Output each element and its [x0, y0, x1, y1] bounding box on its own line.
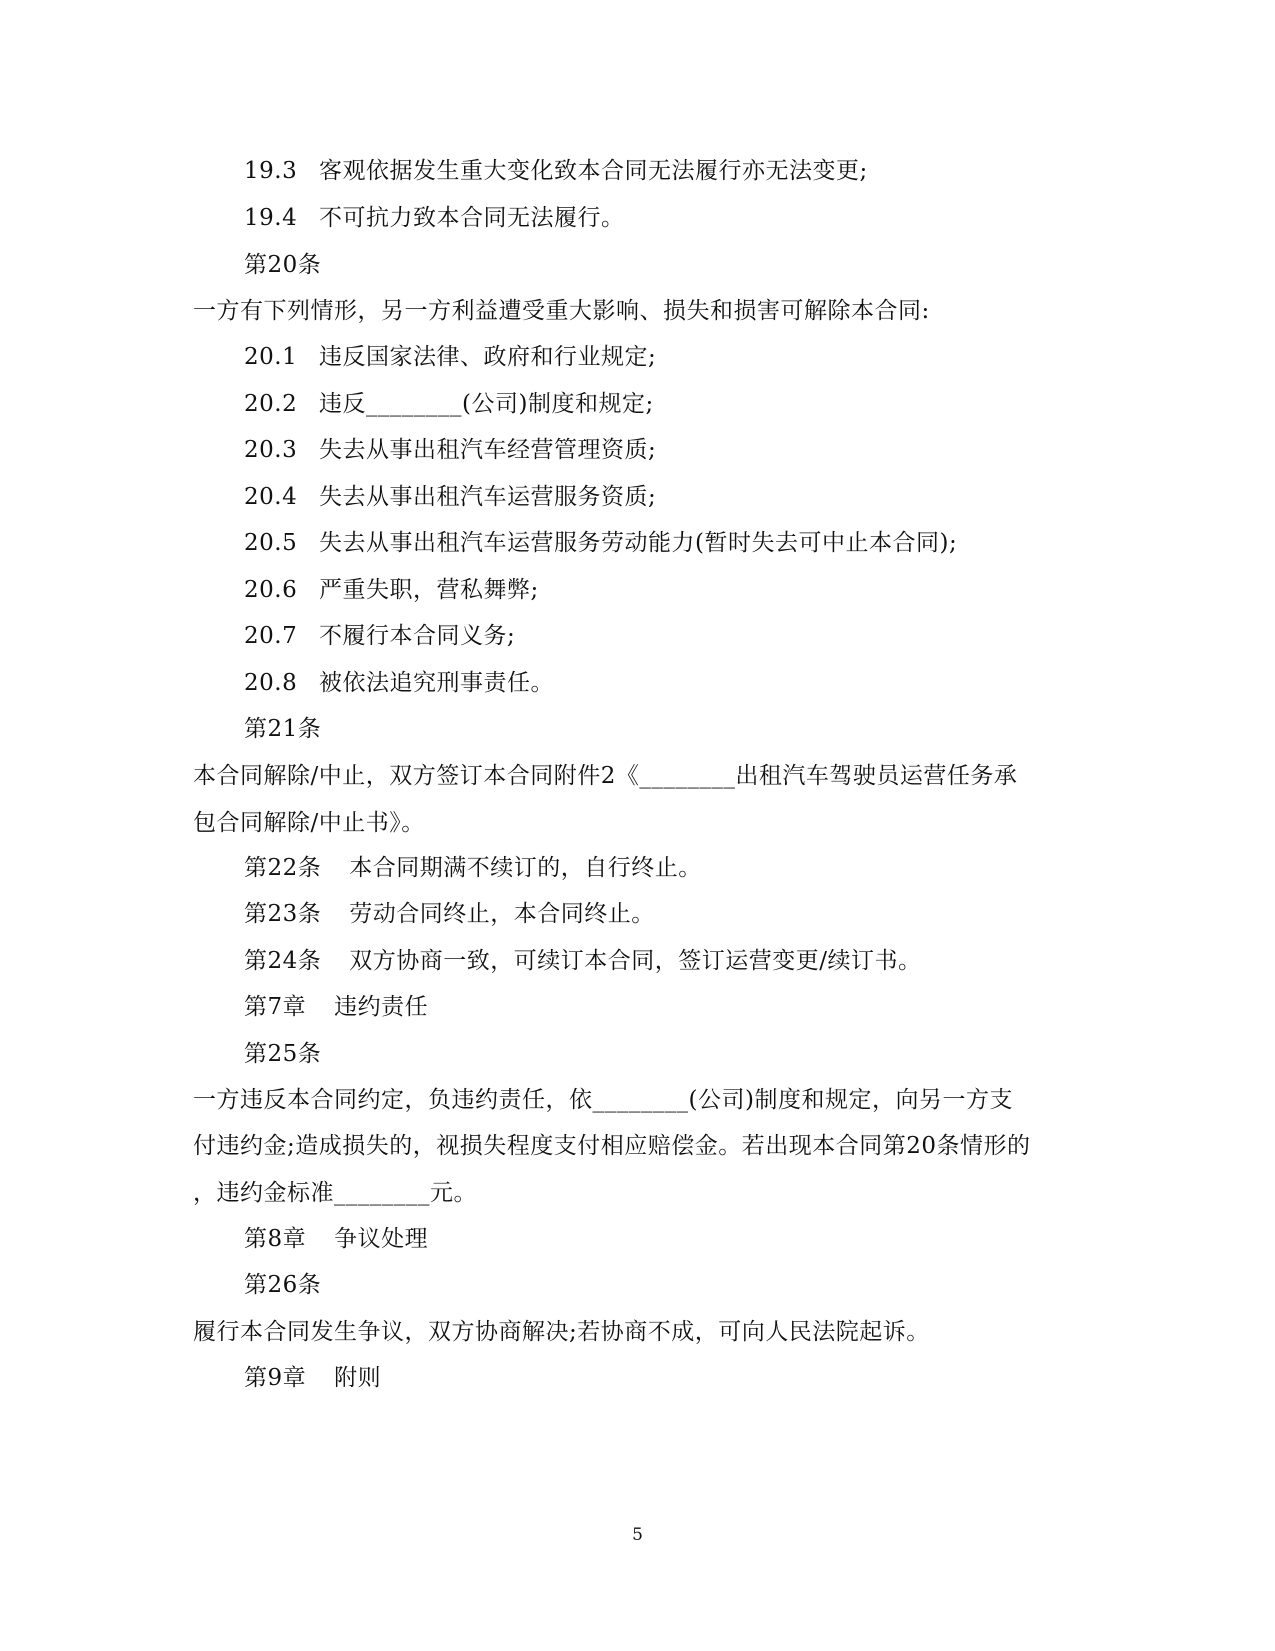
article-21-body-line-1: 本合同解除/中止，双方签订本合同附件2《________出租汽车驾驶员运营任务承 — [193, 763, 1018, 789]
clause-text: 不可抗力致本合同无法履行。 — [319, 205, 625, 231]
clause-text: 违反________(公司)制度和规定; — [319, 391, 654, 417]
chapter-label: 第9章 — [244, 1365, 307, 1391]
clause-text: 失去从事出租汽车运营服务劳动能力(暂时失去可中止本合同); — [319, 530, 958, 556]
page-number: 5 — [632, 1525, 643, 1545]
clause-20-4 — [244, 482, 656, 512]
clause-19-3 — [244, 156, 868, 186]
clause-text: 严重失职，营私舞弊; — [319, 577, 539, 603]
article-21-heading: 第21条 — [244, 716, 322, 742]
clause-text: 客观依据发生重大变化致本合同无法履行亦无法变更; — [319, 158, 868, 184]
clause-number: 20.2 — [244, 391, 298, 417]
chapter-8-heading — [244, 1224, 428, 1254]
article-23 — [244, 899, 655, 929]
chapter-label: 第8章 — [244, 1226, 307, 1252]
clause-number: 20.1 — [244, 344, 298, 370]
clause-20-5 — [244, 528, 957, 558]
clause-text: 不履行本合同义务; — [319, 623, 516, 649]
article-24 — [244, 946, 922, 976]
clause-number: 19.3 — [244, 158, 298, 184]
clause-19-4 — [244, 203, 625, 233]
chapter-title: 违约责任 — [334, 994, 429, 1020]
chapter-9-heading — [244, 1363, 381, 1393]
article-text: 双方协商一致，可续订本合同，签订运营变更/续订书。 — [349, 948, 922, 974]
clause-number: 20.3 — [244, 437, 298, 463]
clause-text: 失去从事出租汽车经营管理资质; — [319, 437, 657, 463]
article-text: 本合同期满不续订的，自行终止。 — [349, 855, 702, 881]
article-label: 第24条 — [244, 948, 322, 974]
chapter-title: 争议处理 — [334, 1226, 429, 1252]
chapter-7-heading — [244, 992, 428, 1022]
clause-text: 违反国家法律、政府和行业规定; — [319, 344, 657, 370]
article-21-body-line-2: 包合同解除/中止书》。 — [193, 810, 425, 836]
article-25-body-line-2: 付违约金;造成损失的，视损失程度支付相应赔偿金。若出现本合同第20条情形的 — [193, 1133, 1031, 1159]
article-25-heading: 第25条 — [244, 1041, 322, 1067]
article-label: 第23条 — [244, 901, 322, 927]
article-25-body-line-3: ，违约金标准________元。 — [193, 1180, 477, 1206]
clause-20-6 — [244, 575, 539, 605]
clause-20-3 — [244, 435, 656, 465]
clause-20-1 — [244, 342, 656, 372]
chapter-label: 第7章 — [244, 994, 307, 1020]
clause-text: 失去从事出租汽车运营服务资质; — [319, 484, 657, 510]
article-label: 第22条 — [244, 855, 322, 881]
clause-number: 20.6 — [244, 577, 298, 603]
article-22 — [244, 853, 702, 883]
clause-number: 19.4 — [244, 205, 298, 231]
clause-number: 20.5 — [244, 530, 298, 556]
article-20-heading: 第20条 — [244, 252, 322, 278]
article-26-heading: 第26条 — [244, 1272, 322, 1298]
article-25-body-line-1: 一方违反本合同约定，负违约责任，依________(公司)制度和规定，向另一方支 — [193, 1087, 1013, 1113]
article-text: 劳动合同终止，本合同终止。 — [349, 901, 655, 927]
clause-number: 20.4 — [244, 484, 298, 510]
clause-number: 20.8 — [244, 670, 298, 696]
clause-20-8 — [244, 668, 554, 698]
clause-text: 被依法追究刑事责任。 — [319, 670, 554, 696]
clause-20-2 — [244, 389, 654, 419]
clause-20-7 — [244, 621, 515, 651]
article-20-body: 一方有下列情形，另一方利益遭受重大影响、损失和损害可解除本合同: — [193, 298, 930, 324]
article-26-body: 履行本合同发生争议，双方协商解决;若协商不成，可向人民法院起诉。 — [193, 1319, 930, 1345]
chapter-title: 附则 — [334, 1365, 382, 1391]
clause-number: 20.7 — [244, 623, 298, 649]
